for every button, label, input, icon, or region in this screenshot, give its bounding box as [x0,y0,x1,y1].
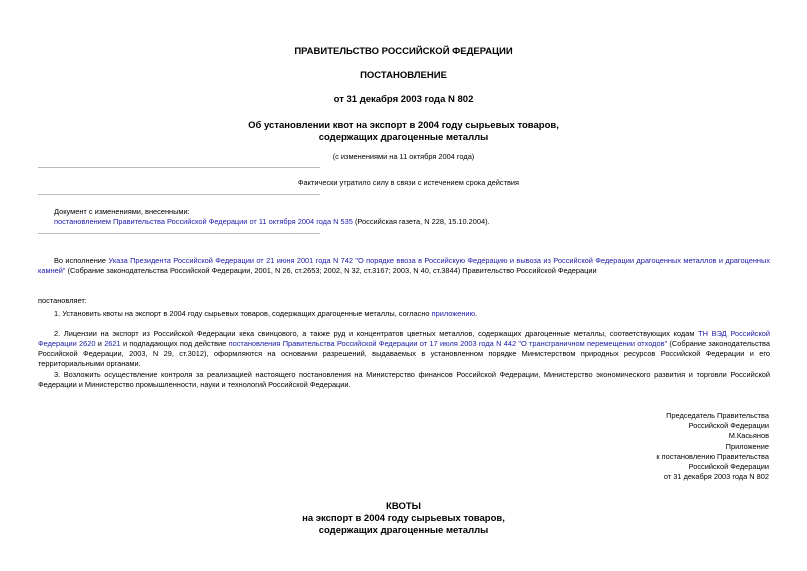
item-3: 3. Возложить осуществление контроля за реализацией настоящего постановления на Министерство финансов Российской Федерации, Министерство экономического развития и торговли Российской Федерации и Министерство промышленности, науки и технологий Российской Федерации. [38,370,770,389]
preamble-paragraph [38,256,770,276]
divider [38,194,320,195]
decree-word: постановляет: [38,296,87,305]
item-2-part2: и [95,339,105,348]
status-note: Фактически утратило силу в связи с истечением срока действия [297,178,520,187]
changes-label: Документ с изменениями, внесенными: [54,207,190,216]
divider [38,167,320,168]
appendix-link[interactable]: приложению [431,309,476,318]
item-2-part1: 2. Лицензии на экспорт из Российской Федерации кека свинцового, а также руд и концентратов цветных металлов, содержащих драгоценные металлы, соответствующих кодам [54,329,699,338]
quotas-subtitle-line2: содержащих драгоценные металлы [318,525,489,536]
item-2-part4: (Собрание законодательства Российской Федерации, 2003, N 29, ст.3012), оформляются на основании разрешений, выдаваемых в установленном порядке Министерством природных ресурсов Российской Федерации и его территориальными органами. [38,339,770,368]
tn-ved-2621-link[interactable]: 2621 [104,339,121,348]
divider [38,233,320,234]
signature-name: М.Касьянов [728,431,769,440]
document-title-line1: Об установлении квот на экспорт в 2004 году сырьевых товаров, [248,120,559,131]
changes-entry [54,217,490,227]
tn-ved-2620-link[interactable]: ТН ВЭД Российской Федерации 2620 [38,329,770,348]
document-title-line2: содержащих драгоценные металлы [318,132,489,143]
document-date-number: от 31 декабря 2003 года N 802 [333,94,474,105]
signature-block [469,411,769,441]
item-1 [54,309,770,319]
appendix-block [469,442,769,482]
item-1-text: 1. Установить квоты на экспорт в 2004 году сырьевых товаров, содержащих драгоценные металлы, согласно [54,309,432,318]
signature-position: Председатель Правительства [666,411,769,420]
amendment-link[interactable]: постановлением Правительства Российской Федерации от 11 октября 2004 года N 535 [54,217,353,226]
amendment-note: (с изменениями на 11 октября 2004 года) [332,152,475,161]
appendix-label: Приложение [725,442,769,451]
quotas-subtitle-line1: на экспорт в 2004 году сырьевых товаров, [302,513,505,524]
item-2-part3: и подпадающих под действие [120,339,229,348]
presidential-decree-link[interactable]: Указа Президента Российской Федерации от 21 июня 2001 года N 742 "О порядке ввоза в Российскую Федерацию и вывоза из Российской Федерации драгоценных металлов и драгоценных камней" [38,256,770,275]
changes-suffix: (Российская газета, N 228, 15.10.2004). [352,217,490,226]
item-2 [38,329,770,369]
preamble-lead: Во исполнение [54,256,109,265]
organization-title: ПРАВИТЕЛЬСТВО РОССИЙСКОЙ ФЕДЕРАЦИИ [294,46,513,57]
item-1-end: . [475,309,478,318]
document-type: ПОСТАНОВЛЕНИЕ [360,70,447,81]
preamble-tail: (Собрание законодательства Российской Федерации, 2001, N 26, ст.2653; 2002, N 32, ст.3167; 2003, N 40, ст.3844) Правительство Российской Федерации [65,266,597,275]
appendix-date: от 31 декабря 2003 года N 802 [663,472,769,481]
signature-country: Российской Федерации [688,421,769,430]
quotas-title: КВОТЫ [386,501,421,512]
appendix-ref: к постановлению Правительства [656,452,769,461]
appendix-country: Российской Федерации [688,462,769,471]
government-decree-442-link[interactable]: постановления Правительства Российской Федерации от 17 июля 2003 года N 442 "О трансграничном перемещении отходов" [228,339,668,348]
